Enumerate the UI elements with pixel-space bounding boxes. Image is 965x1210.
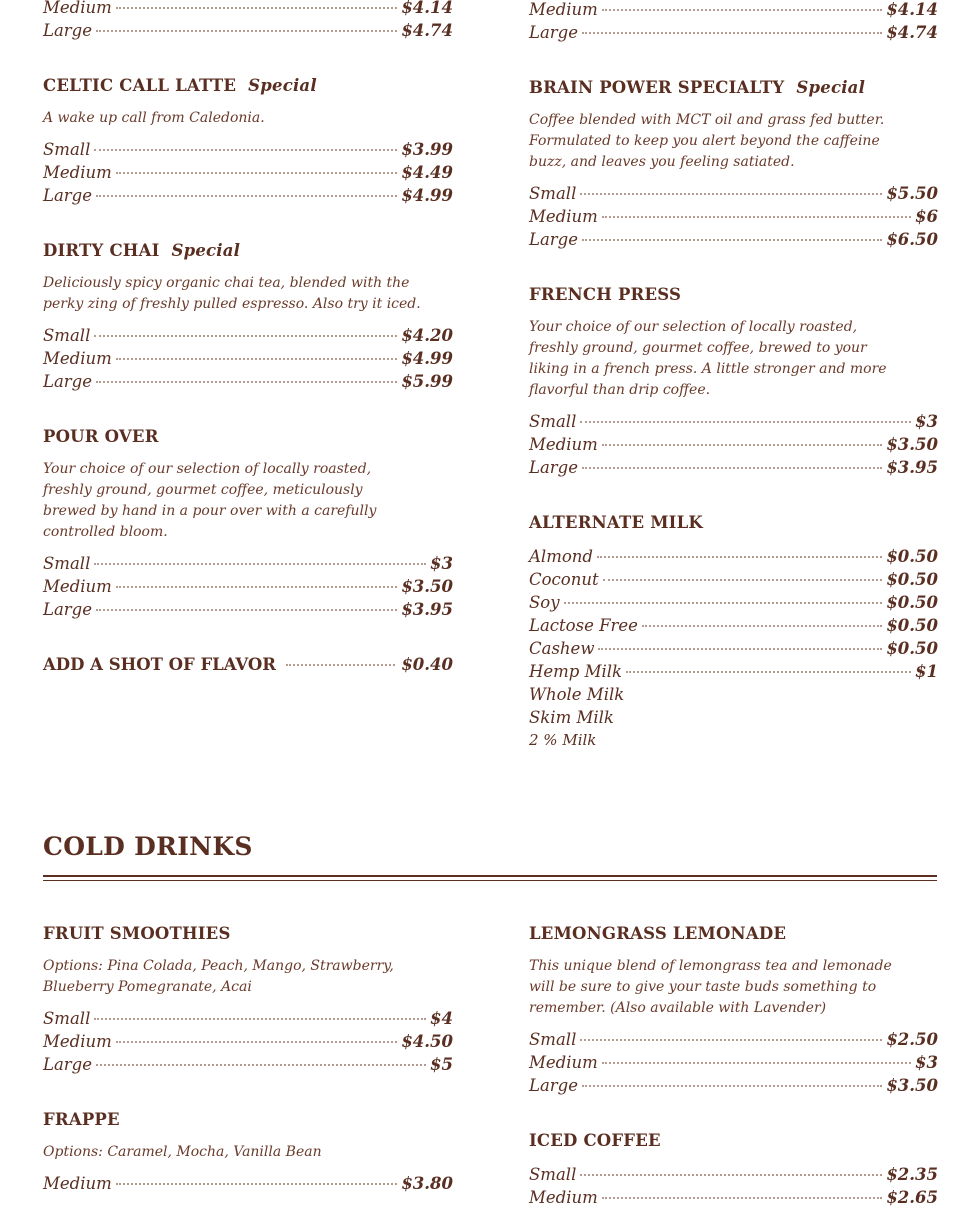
- size-price: $4.14: [886, 0, 938, 19]
- size-label: Medium: [529, 435, 598, 454]
- milk-price: $0.50: [886, 570, 938, 589]
- dot-leader: [603, 579, 883, 581]
- section-divider: [43, 880, 937, 881]
- dot-leader: [564, 602, 883, 604]
- size-row: [529, 207, 938, 229]
- size-label: Medium: [43, 1174, 112, 1193]
- dot-leader: [602, 1197, 883, 1199]
- size-label: Large: [529, 230, 579, 249]
- size-label: Medium: [43, 0, 112, 17]
- milk-label: Cashew: [529, 639, 595, 658]
- dot-leader: [597, 556, 882, 558]
- size-price: $5: [430, 1055, 453, 1074]
- size-row: [529, 0, 938, 22]
- size-row: [529, 1076, 938, 1098]
- size-price: $4.99: [401, 349, 453, 368]
- item-name: ADD A SHOT OF FLAVOR: [43, 655, 276, 674]
- size-label: Large: [43, 21, 93, 40]
- dot-leader: [626, 671, 911, 673]
- size-label: Small: [529, 184, 577, 203]
- size-row: [529, 435, 938, 457]
- item-name: CELTIC CALL LATTE: [43, 76, 237, 95]
- size-label: Large: [43, 1055, 93, 1074]
- size-row: [43, 577, 453, 599]
- dot-leader: [116, 1041, 398, 1043]
- size-label: Medium: [529, 0, 598, 19]
- item-title-pour-over: POUR OVER: [43, 427, 159, 446]
- size-row: [43, 1055, 453, 1077]
- item-title-celtic-call-latte: [43, 76, 317, 95]
- size-price: $3.95: [886, 458, 938, 477]
- size-price: $4.50: [401, 1032, 453, 1051]
- size-label: Large: [529, 1076, 579, 1095]
- item-description: [43, 956, 394, 998]
- size-price: $5.50: [886, 184, 938, 203]
- size-row: [529, 1188, 938, 1210]
- size-row: [529, 1030, 938, 1052]
- dot-leader: [602, 9, 883, 11]
- size-price: $4.14: [401, 0, 453, 17]
- dot-leader: [96, 195, 397, 197]
- item-name: DIRTY CHAI: [43, 241, 160, 260]
- item-price: $0.40: [401, 655, 453, 674]
- size-row: [529, 1165, 938, 1187]
- size-label: Small: [43, 1009, 91, 1028]
- size-row: [43, 600, 453, 622]
- size-label: Small: [529, 1165, 577, 1184]
- dot-leader: [96, 609, 397, 611]
- size-row: [43, 0, 453, 20]
- size-price: $4.49: [401, 163, 453, 182]
- dot-leader: [94, 149, 397, 151]
- milk-label: Soy: [529, 593, 560, 612]
- milk-option-row: [529, 616, 938, 638]
- description-line: controlled bloom.: [43, 524, 168, 540]
- description-line: Deliciously spicy organic chai tea, blended with the: [43, 275, 410, 291]
- dot-leader: [96, 381, 397, 383]
- special-tag: Special: [171, 241, 241, 260]
- add-shot-of-flavor-row: [43, 655, 453, 677]
- milk-option-row: [529, 570, 938, 592]
- description-line: flavorful than drip coffee.: [529, 382, 711, 398]
- milk-price: $0.50: [886, 616, 938, 635]
- milk-option-row: [529, 593, 938, 615]
- dot-leader: [116, 586, 398, 588]
- size-label: Small: [43, 326, 91, 345]
- size-price: $4.20: [401, 326, 453, 345]
- item-title-french-press: FRENCH PRESS: [529, 285, 682, 304]
- dot-leader: [96, 1064, 426, 1066]
- dot-leader: [602, 1062, 911, 1064]
- item-description: Options: Caramel, Mocha, Vanilla Bean: [43, 1144, 322, 1160]
- special-tag: Special: [248, 76, 317, 95]
- milk-label: Coconut: [529, 570, 599, 589]
- milk-label: Whole Milk: [529, 685, 625, 704]
- dot-leader: [580, 1039, 882, 1041]
- dot-leader: [96, 30, 397, 32]
- description-line: Blueberry Pomegranate, Acai: [43, 979, 252, 995]
- description-line: remember. (Also available with Lavender): [529, 1000, 827, 1016]
- dot-leader: [580, 193, 882, 195]
- milk-price: $0.50: [886, 593, 938, 612]
- description-line: freshly ground, gourmet coffee, brewed to your: [529, 340, 867, 356]
- size-label: Medium: [529, 207, 598, 226]
- milk-option-row: [529, 685, 938, 707]
- size-row: [43, 554, 453, 576]
- size-row: [529, 412, 938, 434]
- size-row: [529, 230, 938, 252]
- dot-leader: [116, 7, 398, 9]
- size-price: $2.35: [886, 1165, 938, 1184]
- milk-option-row: [529, 547, 938, 569]
- size-row: [529, 458, 938, 480]
- milk-label: Almond: [529, 547, 593, 566]
- item-description: [529, 110, 884, 173]
- dot-leader: [116, 1183, 398, 1185]
- size-label: Small: [529, 412, 577, 431]
- item-title-lemongrass-lemonade: LEMONGRASS LEMONADE: [529, 924, 787, 943]
- description-line: Options: Pina Colada, Peach, Mango, Strawberry,: [43, 958, 394, 974]
- size-label: Small: [43, 140, 91, 159]
- size-row: [43, 349, 453, 371]
- dot-leader: [602, 444, 883, 446]
- dot-leader: [116, 358, 398, 360]
- size-price: $3.99: [401, 140, 453, 159]
- item-description: [529, 956, 892, 1019]
- size-row: [43, 1174, 453, 1196]
- size-row: [43, 326, 453, 348]
- milk-option-row: [529, 639, 938, 661]
- dot-leader: [582, 239, 882, 241]
- item-title-brain-power-specialty: [529, 78, 865, 97]
- size-label: Large: [529, 23, 579, 42]
- dot-leader: [286, 664, 395, 666]
- milk-price: $1: [915, 662, 938, 681]
- size-price: $6: [915, 207, 938, 226]
- milk-label: Hemp Milk: [529, 662, 623, 681]
- description-line: will be sure to give your taste buds something to: [529, 979, 877, 995]
- description-line: liking in a french press. A little stronger and more: [529, 361, 887, 377]
- section-divider: [43, 875, 937, 877]
- size-label: Medium: [43, 577, 112, 596]
- size-price: $2.65: [886, 1188, 938, 1207]
- milk-option-row: [529, 662, 938, 684]
- description-line: buzz, and leaves you feeling satiated.: [529, 154, 795, 170]
- size-row: [43, 163, 453, 185]
- size-row: [43, 1009, 453, 1031]
- size-price: $4: [430, 1009, 453, 1028]
- item-description: [43, 459, 376, 543]
- item-description: [529, 317, 887, 401]
- size-row: [43, 21, 453, 43]
- milk-label: 2 % Milk: [529, 731, 597, 749]
- size-row: [43, 186, 453, 208]
- dot-leader: [598, 648, 882, 650]
- size-label: Small: [43, 554, 91, 573]
- item-title-dirty-chai: [43, 241, 240, 260]
- size-price: $6.50: [886, 230, 938, 249]
- description-line: Your choice of our selection of locally roasted,: [43, 461, 372, 477]
- size-price: $3.95: [401, 600, 453, 619]
- description-line: brewed by hand in a pour over with a carefully: [43, 503, 377, 519]
- size-price: $4.74: [401, 21, 453, 40]
- size-price: $3.50: [886, 435, 938, 454]
- size-price: $4.74: [886, 23, 938, 42]
- dot-leader: [116, 172, 398, 174]
- dot-leader: [582, 1085, 882, 1087]
- dot-leader: [580, 1174, 882, 1176]
- dot-leader: [94, 563, 426, 565]
- size-label: Large: [43, 186, 93, 205]
- description-line: Formulated to keep you alert beyond the caffeine: [529, 133, 880, 149]
- size-row: [43, 372, 453, 394]
- size-label: Medium: [43, 1032, 112, 1051]
- size-price: $3: [915, 412, 938, 431]
- size-row: [529, 23, 938, 45]
- size-label: Small: [529, 1030, 577, 1049]
- item-title-frappe: FRAPPE: [43, 1110, 120, 1129]
- description-line: Your choice of our selection of locally roasted,: [529, 319, 858, 335]
- item-title-fruit-smoothies: FRUIT SMOOTHIES: [43, 924, 231, 943]
- description-line: freshly ground, gourmet coffee, meticulously: [43, 482, 363, 498]
- description-line: This unique blend of lemongrass tea and lemonade: [529, 958, 892, 974]
- description-line: Coffee blended with MCT oil and grass fed butter.: [529, 112, 885, 128]
- size-label: Large: [43, 600, 93, 619]
- milk-label: Skim Milk: [529, 708, 614, 727]
- size-label: Medium: [43, 163, 112, 182]
- dot-leader: [642, 625, 882, 627]
- size-row: [43, 1032, 453, 1054]
- size-row: [529, 184, 938, 206]
- size-row: [43, 140, 453, 162]
- dot-leader: [580, 421, 911, 423]
- milk-option-row: [529, 708, 938, 730]
- special-tag: Special: [796, 78, 866, 97]
- size-price: $3: [430, 554, 453, 573]
- section-title-cold-drinks: COLD DRINKS: [43, 832, 253, 861]
- milk-label: Lactose Free: [529, 616, 638, 635]
- size-label: Large: [43, 372, 93, 391]
- dot-leader: [582, 467, 882, 469]
- size-row: [529, 1053, 938, 1075]
- size-label: Large: [529, 458, 579, 477]
- dot-leader: [94, 1018, 426, 1020]
- dot-leader: [94, 335, 397, 337]
- item-description: [43, 273, 421, 315]
- size-label: Medium: [529, 1053, 598, 1072]
- dot-leader: [602, 216, 911, 218]
- size-price: $5.99: [401, 372, 453, 391]
- size-label: Medium: [529, 1188, 598, 1207]
- dot-leader: [582, 32, 882, 34]
- size-price: $3.50: [401, 577, 453, 596]
- item-name: BRAIN POWER SPECIALTY: [529, 78, 785, 97]
- item-title-alternate-milk: ALTERNATE MILK: [529, 513, 703, 532]
- size-price: $3: [915, 1053, 938, 1072]
- item-title-iced-coffee: ICED COFFEE: [529, 1131, 661, 1150]
- size-price: $4.99: [401, 186, 453, 205]
- milk-price: $0.50: [886, 547, 938, 566]
- size-price: $2.50: [886, 1030, 938, 1049]
- milk-price: $0.50: [886, 639, 938, 658]
- size-label: Medium: [43, 349, 112, 368]
- size-price: $3.80: [401, 1174, 453, 1193]
- description-line: perky zing of freshly pulled espresso. Also try it iced.: [43, 296, 421, 312]
- size-price: $3.50: [886, 1076, 938, 1095]
- item-description: A wake up call from Caledonia.: [43, 110, 265, 126]
- milk-option-row: [529, 731, 938, 753]
